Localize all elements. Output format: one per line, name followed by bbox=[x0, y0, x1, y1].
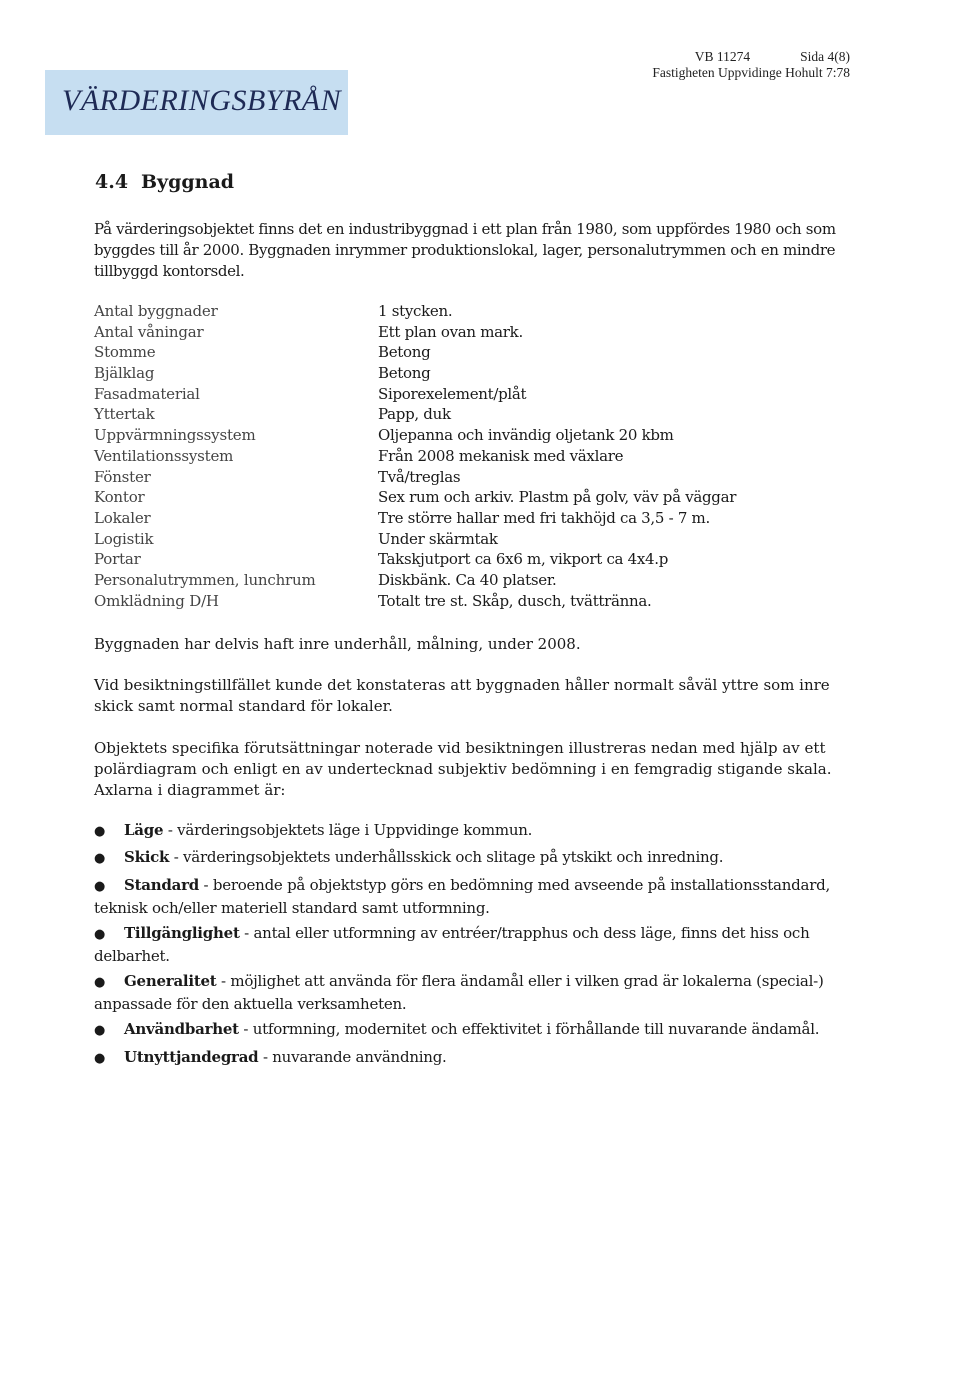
property-row bbox=[94, 425, 814, 446]
doc-ref-line bbox=[652, 49, 850, 65]
property-label: Kontor bbox=[94, 488, 145, 507]
property-label: Ventilationssystem bbox=[94, 446, 234, 465]
property-value: Från 2008 mekanisk med växlare bbox=[378, 446, 624, 465]
bullet-icon: ● bbox=[94, 975, 106, 991]
bullet-text: - beroende på objektstyp görs en bedömning med avseende på installationsstandard, teknisk och/eller materiell standard samt utformning. bbox=[94, 875, 830, 917]
bullet-text: - värderingsobjektets läge i Uppvidinge kommun. bbox=[163, 821, 533, 839]
bullet-icon: ● bbox=[94, 851, 106, 867]
property-label: Stomme bbox=[94, 343, 156, 362]
company-logo: VÄRDERINGSBYRÅN bbox=[62, 84, 342, 117]
property-row bbox=[94, 446, 814, 467]
property-label: Bjälklag bbox=[94, 364, 155, 383]
property-row bbox=[94, 529, 814, 550]
property-value: Totalt tre st. Skåp, dusch, tvättränna. bbox=[378, 591, 652, 610]
axis-bullet-list bbox=[94, 820, 864, 1074]
property-row bbox=[94, 404, 814, 425]
intro-paragraph: På värderingsobjektet finns det en industribyggnad i ett plan från 1980, som uppfördes 1980 och som byggdes till år 2000. Byggnaden inrymmer produktionslokal, lager, personalutrymmen och en mindre tillbyggd kontorsdel. bbox=[94, 220, 836, 280]
inspection-paragraph: Vid besiktningstillfället kunde det konstateras att byggnaden håller normalt såväl yttre som inre skick samt normal standard för lokaler. bbox=[94, 676, 830, 715]
property-value: Oljepanna och invändig oljetank 20 kbm bbox=[378, 426, 674, 445]
property-row bbox=[94, 549, 814, 570]
bullet-term: Standard bbox=[124, 875, 199, 894]
property-value: Betong bbox=[378, 343, 431, 362]
property-value: Diskbänk. Ca 40 platser. bbox=[378, 570, 557, 589]
property-value: 1 stycken. bbox=[378, 302, 453, 320]
property-value: Takskjutport ca 6x6 m, vikport ca 4x4.p bbox=[378, 550, 669, 569]
property-row bbox=[94, 570, 814, 591]
bullet-icon: ● bbox=[94, 824, 106, 839]
list-item bbox=[94, 820, 864, 843]
bullet-text: - utformning, modernitet och effektivitet i förhållande till nuvarande ändamål. bbox=[238, 1020, 820, 1039]
property-row bbox=[94, 508, 814, 529]
property-row bbox=[94, 591, 814, 612]
section-number: 4.4 bbox=[95, 171, 129, 193]
bullet-icon: ● bbox=[94, 1050, 106, 1066]
property-value: Siporexelement/plåt bbox=[378, 384, 527, 403]
property-label: Logistik bbox=[94, 529, 154, 548]
property-value: Två/treglas bbox=[378, 467, 461, 486]
list-item bbox=[94, 875, 864, 919]
list-item bbox=[94, 923, 864, 967]
property-label: Portar bbox=[94, 550, 141, 569]
property-label: Personalutrymmen, lunchrum bbox=[94, 570, 316, 589]
property-row bbox=[94, 322, 814, 343]
maintenance-paragraph: Byggnaden har delvis haft inre underhåll, målning, under 2008. bbox=[94, 635, 581, 653]
property-name: Fastigheten Uppvidinge Hohult 7:78 bbox=[652, 65, 850, 80]
property-row bbox=[94, 363, 814, 384]
property-value: Papp, duk bbox=[378, 405, 451, 424]
list-item bbox=[94, 971, 864, 1015]
property-value: Betong bbox=[378, 364, 431, 383]
bullet-icon: ● bbox=[94, 926, 106, 942]
doc-reference: VB 11274 bbox=[694, 49, 751, 64]
bullet-text: - nuvarande användning. bbox=[258, 1047, 447, 1066]
bullet-term: Tillgänglighet bbox=[124, 923, 240, 942]
property-value: Ett plan ovan mark. bbox=[378, 322, 523, 341]
property-row bbox=[94, 301, 814, 322]
property-row bbox=[94, 384, 814, 405]
bullet-term: Läge bbox=[124, 821, 164, 839]
diagram-intro-paragraph: Objektets specifika förutsättningar noterade vid besiktningen illustreras nedan med hjälp av ett polärdiagram och enligt en av undertecknad subjektiv bedömning i en femgradig stigande skala. Axlarna i diagrammet är: bbox=[94, 739, 832, 799]
property-label: Uppvärmningssystem bbox=[94, 426, 256, 445]
bullet-term: Användbarhet bbox=[124, 1020, 239, 1039]
property-label: Fasadmaterial bbox=[94, 384, 200, 403]
page-header-info bbox=[652, 49, 850, 81]
bullet-icon: ● bbox=[94, 878, 106, 894]
bullet-text: - antal eller utformning av entréer/trapphus och dess läge, finns det hiss och delbarhet. bbox=[94, 923, 810, 965]
list-item bbox=[94, 1047, 864, 1070]
property-value: Under skärmtak bbox=[378, 529, 498, 548]
property-table bbox=[94, 301, 814, 611]
property-row bbox=[94, 487, 814, 508]
bullet-icon: ● bbox=[94, 1023, 106, 1039]
property-label: Antal våningar bbox=[94, 322, 204, 341]
property-label: Yttertak bbox=[94, 405, 155, 424]
section-title: Byggnad bbox=[141, 171, 235, 193]
property-row bbox=[94, 342, 814, 363]
property-label: Omklädning D/H bbox=[94, 591, 219, 610]
bullet-term: Utnyttjandegrad bbox=[124, 1047, 259, 1066]
property-label: Fönster bbox=[94, 467, 151, 486]
property-label: Antal byggnader bbox=[94, 302, 218, 320]
list-item bbox=[94, 1019, 864, 1042]
list-item bbox=[94, 847, 864, 870]
page-number: Sida 4(8) bbox=[800, 49, 850, 64]
bullet-text: - möjlighet att använda för flera ändamål eller i vilken grad är lokalerna (special-) anpassade för den aktuella verksamheten. bbox=[94, 972, 824, 1013]
bullet-term: Generalitet bbox=[124, 972, 217, 991]
property-label: Lokaler bbox=[94, 508, 151, 527]
bullet-text: - värderingsobjektets underhållsskick och slitage på ytskikt och inredning. bbox=[169, 848, 724, 867]
property-row bbox=[94, 467, 814, 488]
property-value: Sex rum och arkiv. Plastm på golv, väv på väggar bbox=[378, 488, 737, 507]
section-heading bbox=[95, 171, 234, 193]
property-value: Tre större hallar med fri takhöjd ca 3,5 - 7 m. bbox=[378, 508, 710, 527]
bullet-term: Skick bbox=[124, 848, 170, 867]
